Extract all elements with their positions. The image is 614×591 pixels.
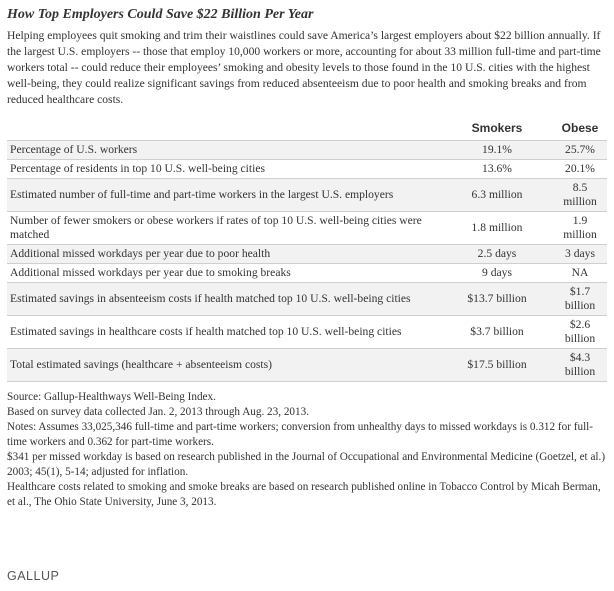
- assumptions-note: Notes: Assumes 33,025,346 full-time and part-time workers; conversion from unhealthy days to missed workdays is 0.312 for full-time workers and 0.362 for part-time workers.: [7, 421, 594, 448]
- table-row: [7, 349, 607, 382]
- table-row: [7, 141, 607, 160]
- smokers-value: 6.3 million: [441, 179, 553, 212]
- workday-cost-note: $341 per missed workday is based on research published in the Journal of Occupational and Environmental Medicine (Goetzel, et al.) 2003; 45(1), 5-14; adjusted for inflation.: [7, 451, 606, 478]
- smokers-value: $17.5 billion: [441, 349, 553, 382]
- header-obese: Obese: [561, 121, 599, 135]
- table-header-row: [7, 118, 607, 141]
- smokers-value: $13.7 billion: [441, 283, 553, 316]
- row-label: Total estimated savings (healthcare + absenteeism costs): [7, 349, 441, 382]
- row-label: Estimated number of full-time and part-time workers in the largest U.S. employers: [7, 179, 441, 212]
- table-row: [7, 160, 607, 179]
- row-label: Additional missed workdays per year due to smoking breaks: [7, 264, 441, 283]
- intro-paragraph: Helping employees quit smoking and trim their waistlines could save America’s largest employers about $22 billion annually. If the largest U.S. employers -- those that employ 10,000 workers or more, accounting for about 33 million full-time and part-time workers total -- could reduce their employees’ smoking and obesity levels to those found in the 10 U.S. cities with the highest well-being, they could realize significant savings from reduced absenteeism due to poor health and smoking breaks and from reduced healthcare costs.: [7, 29, 601, 106]
- survey-dates-line: Based on survey data collected Jan. 2, 2013 through Aug. 23, 2013.: [7, 406, 310, 418]
- obese-value: 8.5 million: [553, 179, 607, 212]
- table-row: [7, 264, 607, 283]
- article: [7, 6, 607, 510]
- healthcare-cost-note: Healthcare costs related to smoking and smoke breaks are based on research published online in Tobacco Control by Micah Berman, et al., The Ohio State University, June 3, 2013.: [7, 481, 601, 508]
- row-label: Additional missed workdays per year due to poor health: [7, 245, 441, 264]
- smokers-value: 13.6%: [441, 160, 553, 179]
- page-title: How Top Employers Could Save $22 Billion Per Year: [7, 7, 314, 22]
- header-smokers: Smokers: [471, 121, 523, 135]
- source-line: Source: Gallup-Healthways Well-Being Index.: [7, 391, 216, 403]
- table-row: [7, 179, 607, 212]
- obese-value: 20.1%: [553, 160, 607, 179]
- smokers-value: 1.8 million: [441, 212, 553, 245]
- row-label: Number of fewer smokers or obese workers if rates of top 10 U.S. well-being cities were matched: [7, 212, 441, 245]
- row-label: Percentage of residents in top 10 U.S. well-being cities: [7, 160, 441, 179]
- source-notes: [7, 390, 607, 510]
- table-row: [7, 245, 607, 264]
- smokers-value: $3.7 billion: [441, 316, 553, 349]
- savings-table: [7, 118, 607, 382]
- obese-value: NA: [553, 264, 607, 283]
- row-label: Estimated savings in healthcare costs if health matched top 10 U.S. well-being cities: [7, 316, 441, 349]
- header-label: [7, 118, 441, 141]
- table-row: [7, 283, 607, 316]
- obese-value: 3 days: [553, 245, 607, 264]
- smokers-value: 2.5 days: [441, 245, 553, 264]
- obese-value: $2.6 billion: [553, 316, 607, 349]
- table-row: [7, 212, 607, 245]
- obese-value: 25.7%: [553, 141, 607, 160]
- obese-value: $1.7 billion: [553, 283, 607, 316]
- smokers-value: 19.1%: [441, 141, 553, 160]
- table-row: [7, 316, 607, 349]
- gallup-logo: GALLUP: [7, 569, 60, 583]
- row-label: Percentage of U.S. workers: [7, 141, 441, 160]
- smokers-value: 9 days: [441, 264, 553, 283]
- row-label: Estimated savings in absenteeism costs if health matched top 10 U.S. well-being cities: [7, 283, 441, 316]
- obese-value: $4.3 billion: [553, 349, 607, 382]
- obese-value: 1.9 million: [553, 212, 607, 245]
